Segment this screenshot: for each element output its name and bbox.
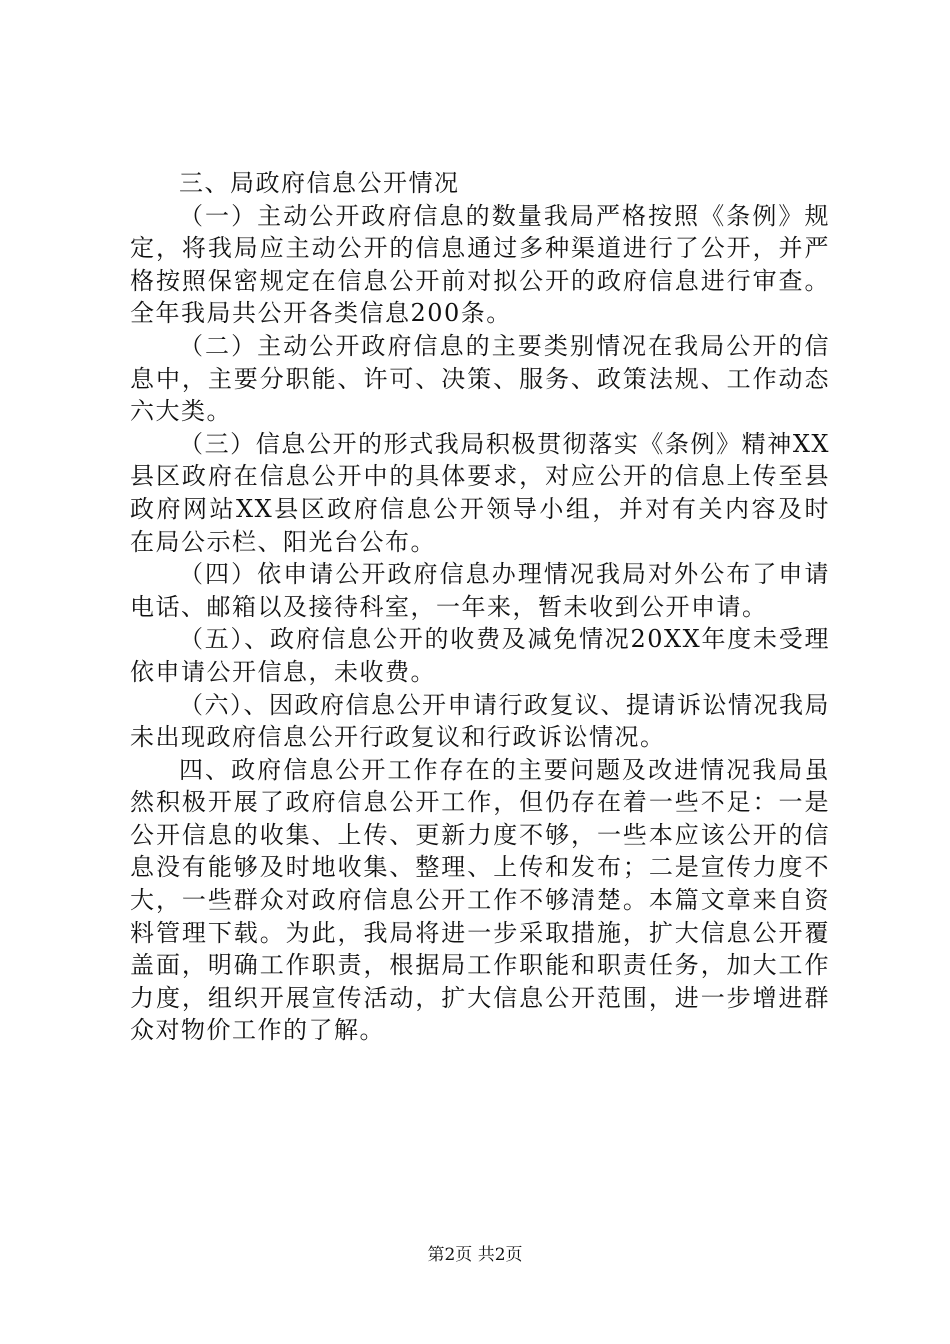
section-heading-4-paragraph: 四、政府信息公开工作存在的主要问题及改进情况我局虽然积极开展了政府信息公开工作，但仍存在着一些不足：一是公开信息的收集、上传、更新力度不够，一些本应该公开的信息没有能够及时地收集、整理、上传和发布；二是宣传力度不大，一些群众对政府信息公开工作不够清楚。本篇文章来自资料管理下载。为此，我局将进一步采取措施，扩大信息公开覆盖面，明确工作职责，根据局工作职能和职责任务，加大工作力度，组织开展宣传活动，扩大信息公开范围，进一步增进群众对物价工作的了解。 <box>130 755 830 1045</box>
paragraph-3: （三）信息公开的形式我局积极贯彻落实《条例》精神XX县区政府在信息公开中的具体要求，对应公开的信息上传至县政府网站XX县区政府信息公开领导小组，并对有关内容及时在局公示栏、阳光台公布。 <box>130 429 830 556</box>
paragraph-5: （五）、政府信息公开的收费及减免情况20XX年度未受理依申请公开信息，未收费。 <box>130 625 830 686</box>
paragraph-4: （四）依申请公开政府信息办理情况我局对外公布了申请电话、邮箱以及接待科室，一年来，暂未收到公开申请。 <box>130 560 830 621</box>
section-heading-3: 三、局政府信息公开情况 <box>179 169 460 197</box>
paragraph-2: （二）主动公开政府信息的主要类别情况在我局公开的信息中，主要分职能、许可、决策、服务、政策法规、工作动态六大类。 <box>130 331 830 426</box>
paragraph-1: （一）主动公开政府信息的数量我局严格按照《条例》规定，将我局应主动公开的信息通过多种渠道进行了公开，并严格按照保密规定在信息公开前对拟公开的政府信息进行审查。全年我局共公开各类信息200条。 <box>130 201 830 328</box>
paragraph-6: （六）、因政府信息公开申请行政复议、提请诉讼情况我局未出现政府信息公开行政复议和行政诉讼情况。 <box>130 690 830 752</box>
document-body <box>130 167 830 1047</box>
page-footer: 第2页 共2页 <box>427 1245 523 1265</box>
